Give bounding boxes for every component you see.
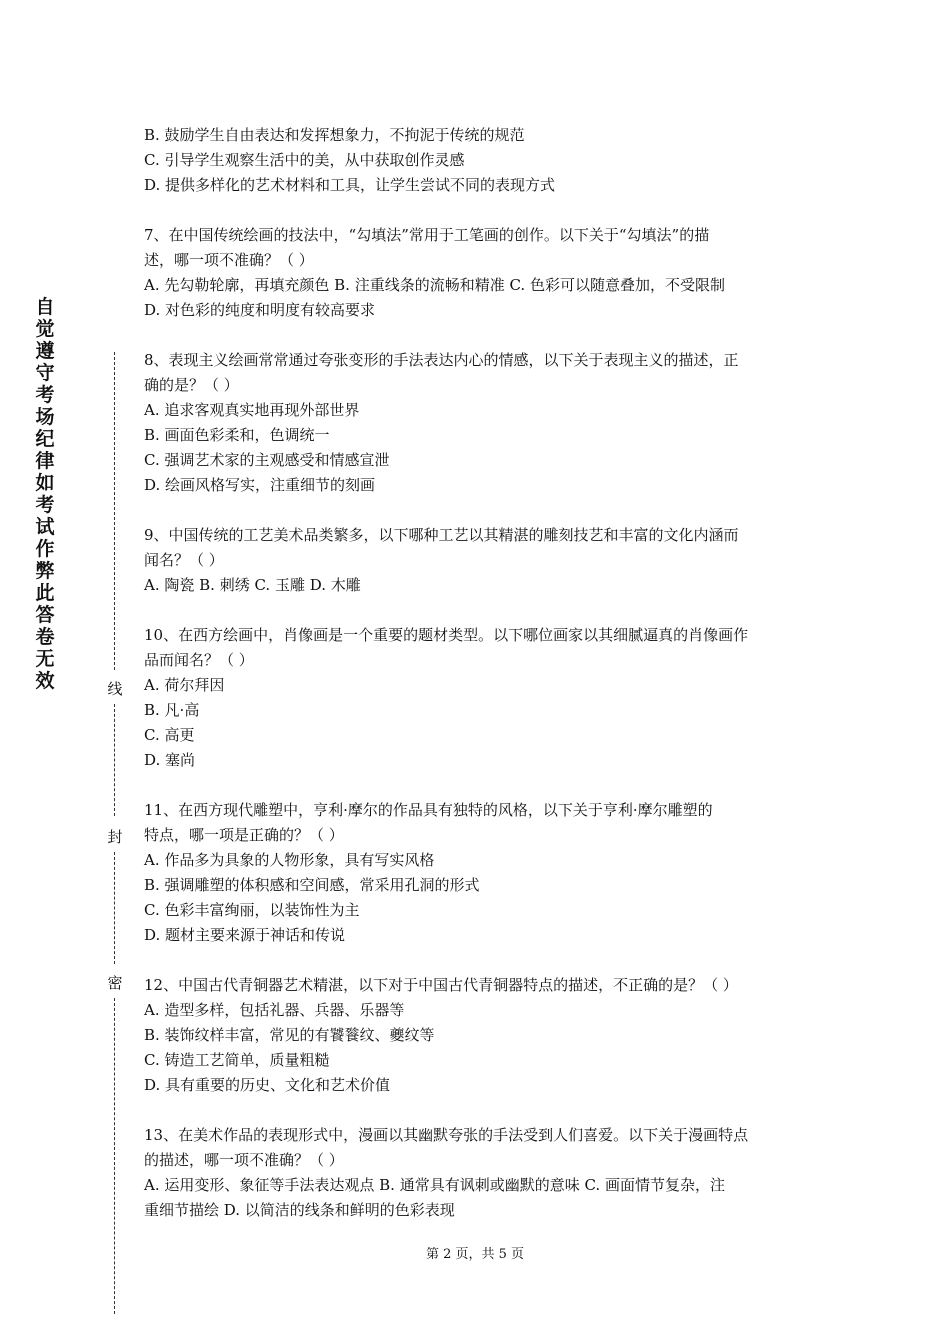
option-line: D. 提供多样化的艺术材料和工具，让学生尝试不同的表现方式: [144, 176, 556, 194]
option-line: A. 荷尔拜因: [144, 676, 225, 694]
option-line: C. 引导学生观察生活中的美，从中获取创作灵感: [144, 151, 465, 169]
question-line: 特点，哪一项是正确的？（ ）: [144, 826, 344, 844]
question-9: [144, 523, 810, 598]
binding-dashed-line: [114, 352, 115, 670]
question-13: [144, 1123, 810, 1223]
option-line: D. 对色彩的纯度和明度有较高要求: [144, 301, 376, 319]
option-line: D. 绘画风格写实，注重细节的刻画: [144, 476, 376, 494]
question-line: 的描述，哪一项不准确？（ ）: [144, 1151, 344, 1169]
binding-dashed-line: [114, 852, 115, 964]
option-line: C. 色彩丰富绚丽，以装饰性为主: [144, 901, 360, 919]
question-line: 9、中国传统的工艺美术品类繁多，以下哪种工艺以其精湛的雕刻技艺和丰富的文化内涵而: [144, 526, 739, 544]
question-line: 12、中国古代青铜器艺术精湛，以下对于中国古代青铜器特点的描述，不正确的是？（ ）: [144, 976, 738, 994]
question-line: 11、在西方现代雕塑中，亨利·摩尔的作品具有独特的风格，以下关于亨利·摩尔雕塑的: [144, 801, 713, 819]
option-line: A. 追求客观真实地再现外部世界: [144, 401, 360, 419]
binding-dashed-line: [114, 704, 115, 816]
question-line: 闻名？（ ）: [144, 551, 224, 569]
option-line: A. 造型多样，包括礼器、兵器、乐器等: [144, 1001, 405, 1019]
option-line: D. 具有重要的历史、文化和艺术价值: [144, 1076, 391, 1094]
option-line: B. 鼓励学生自由表达和发挥想象力，不拘泥于传统的规范: [144, 126, 525, 144]
question-line: 13、在美术作品的表现形式中，漫画以其幽默夸张的手法受到人们喜爱。以下关于漫画特点: [144, 1126, 749, 1144]
question-12: [144, 973, 810, 1098]
option-line: C. 高更: [144, 726, 195, 744]
exam-content: [144, 123, 810, 1223]
option-line: B. 装饰纹样丰富，常见的有饕餮纹、夔纹等: [144, 1026, 435, 1044]
option-line: 重细节描绘 D. 以简洁的线条和鲜明的色彩表现: [144, 1201, 455, 1219]
question-7: [144, 223, 810, 323]
option-line: A. 作品多为具象的人物形象，具有写实风格: [144, 851, 435, 869]
question-line: 确的是？（ ）: [144, 376, 239, 394]
question-line: 述，哪一项不准确？（ ）: [144, 251, 314, 269]
option-line: A. 运用变形、象征等手法表达观点 B. 通常具有讽刺或幽默的意味 C. 画面情节复杂，注: [144, 1176, 725, 1194]
question-11: [144, 798, 810, 948]
page-number: 第 2 页，共 5 页: [425, 1247, 525, 1262]
lead-options: [144, 123, 810, 198]
option-line: D. 题材主要来源于神话和传说: [144, 926, 346, 944]
binding-dashed-line: [114, 998, 115, 1314]
question-line: 8、表现主义绘画常常通过夸张变形的手法表达内心的情感，以下关于表现主义的描述，正: [144, 351, 739, 369]
binding-label-secret: 密: [107, 974, 123, 992]
question-10: [144, 623, 810, 773]
option-line: B. 凡·高: [144, 701, 200, 719]
question-8: [144, 348, 810, 498]
question-line: 品而闻名？（ ）: [144, 651, 254, 669]
option-line: A. 先勾勒轮廓，再填充颜色 B. 注重线条的流畅和精准 C. 色彩可以随意叠加，不受限制: [144, 276, 725, 294]
option-line: A. 陶瓷 B. 刺绣 C. 玉雕 D. 木雕: [144, 576, 361, 594]
option-line: C. 铸造工艺简单，质量粗糙: [144, 1051, 330, 1069]
option-line: D. 塞尚: [144, 751, 196, 769]
binding-label-seal: 封: [107, 828, 123, 846]
binding-label-line: 线: [107, 680, 123, 698]
exam-discipline-notice: 自觉遵守考场纪律如考试作弊此答卷无效: [35, 296, 55, 692]
option-line: C. 强调艺术家的主观感受和情感宣泄: [144, 451, 390, 469]
question-line: 7、在中国传统绘画的技法中，“勾填法”常用于工笔画的创作。以下关于“勾填法”的描: [144, 226, 710, 244]
option-line: B. 画面色彩柔和，色调统一: [144, 426, 330, 444]
question-line: 10、在西方绘画中，肖像画是一个重要的题材类型。以下哪位画家以其细腻逼真的肖像画作: [144, 626, 749, 644]
option-line: B. 强调雕塑的体积感和空间感，常采用孔洞的形式: [144, 876, 480, 894]
